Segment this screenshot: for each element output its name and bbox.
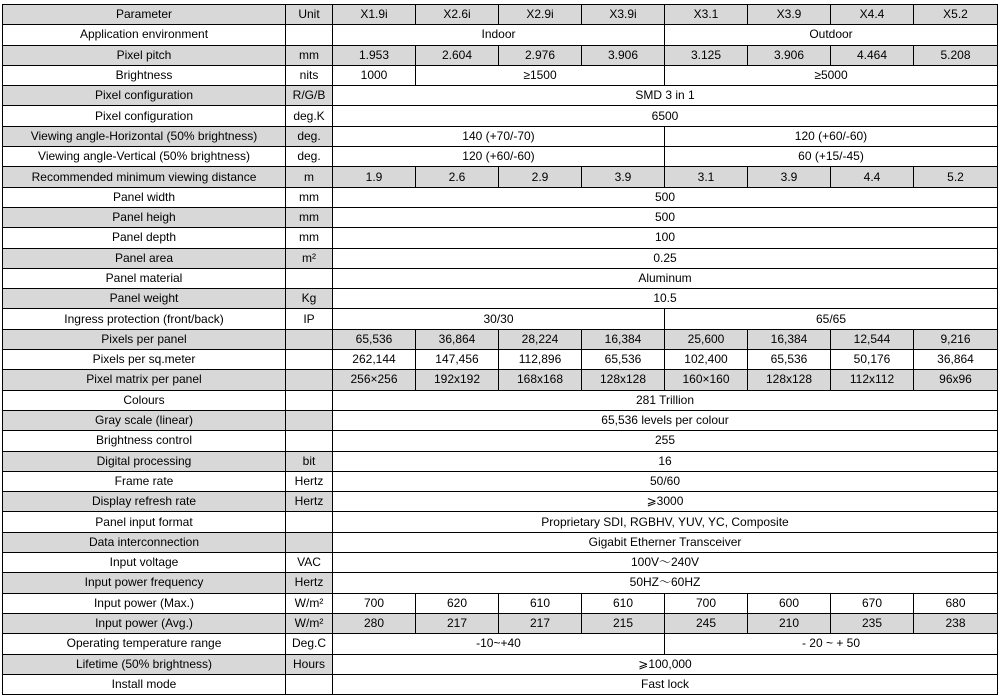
row-value: 36,864 (914, 350, 998, 370)
header-model: X3.9i (582, 5, 665, 25)
row-value: 120 (+60/-60) (333, 147, 665, 167)
row-unit: deg.K (286, 106, 333, 126)
row-unit: IP (286, 309, 333, 329)
row-unit: W/m² (286, 613, 333, 633)
spec-row (3, 370, 998, 390)
spec-row (3, 329, 998, 349)
row-label: Recommended minimum viewing distance (3, 167, 286, 187)
header-model: X3.9 (748, 5, 831, 25)
row-value: 500 (333, 207, 998, 227)
row-value: 2.9 (499, 167, 582, 187)
row-unit: mm (286, 187, 333, 207)
row-value: 1.9 (333, 167, 416, 187)
spec-row (3, 228, 998, 248)
row-label: Data interconnection (3, 532, 286, 552)
row-label: Brightness (3, 65, 286, 85)
header-model: X1.9i (333, 5, 416, 25)
row-value: 16,384 (748, 329, 831, 349)
spec-row (3, 268, 998, 288)
row-value: 238 (914, 613, 998, 633)
row-unit: W/m² (286, 593, 333, 613)
row-label: Panel depth (3, 228, 286, 248)
row-label: Input voltage (3, 553, 286, 573)
row-value: 160×160 (665, 370, 748, 390)
header-model: X4.4 (831, 5, 914, 25)
spec-row (3, 45, 998, 65)
row-unit: bit (286, 451, 333, 471)
spec-row (3, 451, 998, 471)
spec-row (3, 207, 998, 227)
row-value: 65,536 levels per colour (333, 410, 998, 430)
row-value: 1000 (333, 65, 416, 85)
row-value: 4.464 (831, 45, 914, 65)
row-value: 16,384 (582, 329, 665, 349)
row-value: 262,144 (333, 350, 416, 370)
row-value: 50,176 (831, 350, 914, 370)
row-unit: Hertz (286, 573, 333, 593)
row-unit: Hours (286, 654, 333, 674)
row-label: Panel area (3, 248, 286, 268)
spec-row (3, 410, 998, 430)
spec-row (3, 532, 998, 552)
row-unit (286, 512, 333, 532)
spec-row (3, 289, 998, 309)
row-value: Gigabit Etherner Transceiver (333, 532, 998, 552)
row-value: 140 (+70/-70) (333, 126, 665, 146)
spec-row (3, 553, 998, 573)
spec-row (3, 350, 998, 370)
row-value: 245 (665, 613, 748, 633)
row-value: 3.125 (665, 45, 748, 65)
row-value: 3.9 (748, 167, 831, 187)
row-value: Outdoor (665, 25, 998, 45)
row-label: Input power (Avg.) (3, 613, 286, 633)
row-value: 3.906 (748, 45, 831, 65)
row-value: 2.976 (499, 45, 582, 65)
row-label: Pixel pitch (3, 45, 286, 65)
row-value: 112x112 (831, 370, 914, 390)
row-label: Install mode (3, 674, 286, 694)
row-value: 100 (333, 228, 998, 248)
row-value: 100V～240V (333, 553, 998, 573)
spec-row (3, 593, 998, 613)
spec-row (3, 126, 998, 146)
row-value: 3.1 (665, 167, 748, 187)
spec-table-body (3, 5, 998, 695)
row-label: Panel input format (3, 512, 286, 532)
row-unit (286, 329, 333, 349)
row-unit (286, 532, 333, 552)
row-unit (286, 410, 333, 430)
row-value: 60 (+15/-45) (665, 147, 998, 167)
row-value: 700 (665, 593, 748, 613)
row-unit: Hertz (286, 492, 333, 512)
row-value: 281 Trillion (333, 390, 998, 410)
row-value: 4.4 (831, 167, 914, 187)
spec-row (3, 471, 998, 491)
row-value: 1.953 (333, 45, 416, 65)
row-unit: mm (286, 228, 333, 248)
row-unit: deg. (286, 147, 333, 167)
row-unit (286, 25, 333, 45)
spec-row (3, 65, 998, 85)
spec-row (3, 512, 998, 532)
row-value: 620 (416, 593, 499, 613)
row-value: 2.6 (416, 167, 499, 187)
spec-row (3, 390, 998, 410)
spec-row (3, 654, 998, 674)
header-model: X5.2 (914, 5, 998, 25)
row-value: 610 (582, 593, 665, 613)
row-value: ⩾100,000 (333, 654, 998, 674)
row-value: 120 (+60/-60) (665, 126, 998, 146)
row-unit: VAC (286, 553, 333, 573)
spec-row (3, 613, 998, 633)
row-value: 147,456 (416, 350, 499, 370)
spec-row (3, 167, 998, 187)
row-value: -10~+40 (333, 634, 665, 654)
row-value: 210 (748, 613, 831, 633)
row-value: 280 (333, 613, 416, 633)
row-label: Pixels per sq.meter (3, 350, 286, 370)
row-unit: m² (286, 248, 333, 268)
row-value: 65/65 (665, 309, 998, 329)
spec-row (3, 674, 998, 694)
row-value: 12,544 (831, 329, 914, 349)
row-value: 610 (499, 593, 582, 613)
row-label: Pixel matrix per panel (3, 370, 286, 390)
row-label: Pixels per panel (3, 329, 286, 349)
row-value: 96x96 (914, 370, 998, 390)
row-label: Lifetime (50% brightness) (3, 654, 286, 674)
row-unit: deg. (286, 126, 333, 146)
header-unit: Unit (286, 5, 333, 25)
row-label: Operating temperature range (3, 634, 286, 654)
row-label: Panel material (3, 268, 286, 288)
row-unit: Hertz (286, 471, 333, 491)
row-label: Gray scale (linear) (3, 410, 286, 430)
row-value: 700 (333, 593, 416, 613)
header-model: X2.6i (416, 5, 499, 25)
row-value: 3.9 (582, 167, 665, 187)
header-row (3, 5, 998, 25)
row-unit (286, 350, 333, 370)
row-value: 217 (499, 613, 582, 633)
spec-row (3, 86, 998, 106)
row-value: SMD 3 in 1 (333, 86, 998, 106)
spec-row (3, 309, 998, 329)
row-value: 192x192 (416, 370, 499, 390)
row-value: 25,600 (665, 329, 748, 349)
row-value: 50HZ～60HZ (333, 573, 998, 593)
row-value: 255 (333, 431, 998, 451)
spec-row (3, 106, 998, 126)
row-value: 36,864 (416, 329, 499, 349)
row-value: 168x168 (499, 370, 582, 390)
row-label: Pixel configuration (3, 86, 286, 106)
row-value: 670 (831, 593, 914, 613)
row-label: Viewing angle-Horizontal (50% brightness) (3, 126, 286, 146)
row-label: Viewing angle-Vertical (50% brightness) (3, 147, 286, 167)
row-label: Frame rate (3, 471, 286, 491)
row-value: 102,400 (665, 350, 748, 370)
row-unit (286, 370, 333, 390)
row-value: - 20 ~ + 50 (665, 634, 998, 654)
row-label: Panel weight (3, 289, 286, 309)
row-label: Input power (Max.) (3, 593, 286, 613)
row-value: 215 (582, 613, 665, 633)
row-value: Fast lock (333, 674, 998, 694)
row-label: Display refresh rate (3, 492, 286, 512)
row-unit: m (286, 167, 333, 187)
row-label: Brightness control (3, 431, 286, 451)
row-label: Application environment (3, 25, 286, 45)
row-label: Colours (3, 390, 286, 410)
row-label: Pixel configuration (3, 106, 286, 126)
spec-row (3, 248, 998, 268)
row-value: 65,536 (333, 329, 416, 349)
row-value: Aluminum (333, 268, 998, 288)
row-value: 5.2 (914, 167, 998, 187)
row-unit: mm (286, 45, 333, 65)
row-value: Proprietary SDI, RGBHV, YUV, YC, Composite (333, 512, 998, 532)
row-label: Input power frequency (3, 573, 286, 593)
row-value: 256×256 (333, 370, 416, 390)
spec-row (3, 634, 998, 654)
header-parameter: Parameter (3, 5, 286, 25)
row-label: Panel width (3, 187, 286, 207)
header-model: X3.1 (665, 5, 748, 25)
row-value: 235 (831, 613, 914, 633)
row-unit: nits (286, 65, 333, 85)
row-unit (286, 390, 333, 410)
spec-row (3, 147, 998, 167)
row-value: 9,216 (914, 329, 998, 349)
row-unit (286, 431, 333, 451)
row-value: 3.906 (582, 45, 665, 65)
spec-row (3, 187, 998, 207)
row-value: 5.208 (914, 45, 998, 65)
row-value: ≥1500 (416, 65, 665, 85)
row-value: 128x128 (748, 370, 831, 390)
spec-row (3, 573, 998, 593)
header-model: X2.9i (499, 5, 582, 25)
row-value: 6500 (333, 106, 998, 126)
row-label: Digital processing (3, 451, 286, 471)
row-value: ⩾3000 (333, 492, 998, 512)
row-value: 65,536 (582, 350, 665, 370)
row-value: 28,224 (499, 329, 582, 349)
row-value: 65,536 (748, 350, 831, 370)
row-label: Panel heigh (3, 207, 286, 227)
row-value: 680 (914, 593, 998, 613)
spec-row (3, 25, 998, 45)
row-unit (286, 674, 333, 694)
row-unit: Kg (286, 289, 333, 309)
row-value: Indoor (333, 25, 665, 45)
row-value: 128x128 (582, 370, 665, 390)
row-value: 2.604 (416, 45, 499, 65)
row-value: ≥5000 (665, 65, 998, 85)
row-unit: R/G/B (286, 86, 333, 106)
row-label: Ingress protection (front/back) (3, 309, 286, 329)
row-value: 600 (748, 593, 831, 613)
row-value: 500 (333, 187, 998, 207)
spec-row (3, 431, 998, 451)
row-value: 217 (416, 613, 499, 633)
row-value: 0.25 (333, 248, 998, 268)
row-unit: Deg.C (286, 634, 333, 654)
row-unit (286, 268, 333, 288)
row-value: 30/30 (333, 309, 665, 329)
row-value: 10.5 (333, 289, 998, 309)
spec-table (2, 4, 998, 695)
row-value: 16 (333, 451, 998, 471)
spec-row (3, 492, 998, 512)
row-value: 50/60 (333, 471, 998, 491)
row-value: 112,896 (499, 350, 582, 370)
row-unit: mm (286, 207, 333, 227)
